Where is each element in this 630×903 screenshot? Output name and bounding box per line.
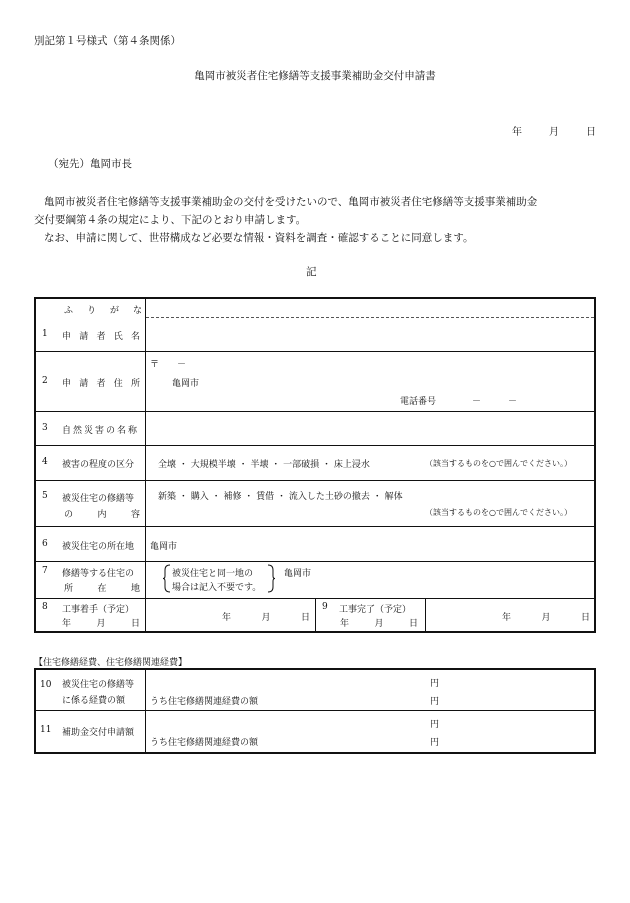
construction-start-date-field[interactable]: 年 月 日 — [222, 613, 310, 623]
repair-house-location-label-2: 所 在 地 — [64, 584, 140, 594]
disaster-name-label: 自然災害の名称 — [62, 426, 140, 436]
row-11-number: 11 — [40, 725, 52, 735]
body-line-2: 交付要綱第４条の規定により、下記のとおり申請します。 — [34, 214, 307, 226]
repair-content-label-2: の 内 容 — [64, 510, 140, 520]
row-7-number: 7 — [42, 566, 48, 576]
same-location-note: 被災住宅と同一地の 場合は記入不要です。 — [163, 563, 275, 594]
phone-number-field[interactable]: 電話番号 － － — [400, 397, 518, 407]
form-number: 別記第１号様式（第４条関係） — [34, 35, 181, 47]
repair-cost-field[interactable] — [300, 672, 425, 706]
furigana-field[interactable] — [148, 300, 592, 316]
cost-section-heading: 【住宅修繕経費、住宅修繕関連経費】 — [34, 658, 188, 668]
address-city: 亀岡市 — [172, 379, 200, 389]
body-line-3: なお、申請に関して、世帯構成など必要な情報・資料を調査・確認することに同意します。 — [44, 232, 474, 244]
repair-cost-label: 被災住宅の修繕等 — [62, 680, 135, 690]
row-10-number: 10 — [40, 680, 52, 690]
damage-level-label: 被害の程度の区分 — [62, 460, 135, 470]
ki-heading: 記 — [306, 266, 317, 278]
repair-related-cost-label: うち住宅修繕関連経費の額 — [150, 697, 259, 707]
repair-related-cost-unit: 円 — [430, 697, 440, 707]
page-title: 亀岡市被災者住宅修繕等支援事業補助金交付申請書 — [194, 70, 436, 82]
repair-content-options[interactable]: 新築 ・ 購入 ・ 補修 ・ 賃借 ・ 流入した土砂の撤去 ・ 解体 — [158, 492, 403, 502]
row-8-number: 8 — [42, 602, 48, 612]
date-line — [512, 123, 596, 138]
construction-end-label: 工事完了（予定） — [339, 605, 412, 615]
construction-start-label-2: 年 月 日 — [62, 619, 140, 629]
repair-cost-unit: 円 — [430, 679, 440, 689]
subsidy-amount-field[interactable] — [300, 713, 425, 750]
damaged-house-location-field[interactable]: 亀岡市 — [150, 542, 178, 552]
construction-end-label-2: 年 月 日 — [340, 619, 418, 629]
row-1-number: 1 — [42, 329, 48, 339]
applicant-address-label: 申 請 者 住 所 — [62, 379, 140, 389]
construction-start-label: 工事着手（予定） — [62, 605, 135, 615]
postal-code-field[interactable]: 〒 － — [150, 360, 187, 370]
damage-level-options[interactable]: 全壊 ・ 大規模半壊 ・ 半壊 ・ 一部破損 ・ 床上浸水 — [158, 460, 370, 470]
furigana-label: ふ り が な — [64, 306, 142, 316]
addressee: （宛先）亀岡市長 — [48, 158, 132, 170]
subsidy-amount-unit: 円 — [430, 720, 440, 730]
repair-content-note: （該当するものを○で囲んでください。） — [425, 508, 572, 517]
row-3-number: 3 — [42, 423, 48, 433]
date-month: 月 — [549, 127, 559, 138]
body-line-1: 亀岡市被災者住宅修繕等支援事業補助金の交付を受けたいので、亀岡市被災者住宅修繕等支援事業補助金 — [44, 196, 538, 208]
repair-house-location-label: 修繕等する住宅の — [62, 569, 135, 579]
date-year: 年 — [512, 127, 522, 138]
row-6-number: 6 — [42, 539, 48, 549]
disaster-name-field[interactable] — [148, 414, 592, 444]
repair-content-label: 被災住宅の修繕等 — [62, 494, 135, 504]
row-5-number: 5 — [42, 491, 48, 501]
date-day: 日 — [586, 127, 596, 138]
row-2-number: 2 — [42, 376, 48, 386]
applicant-name-field[interactable] — [148, 320, 592, 350]
damage-level-note: （該当するものを○で囲んでください。） — [425, 459, 572, 468]
subsidy-related-cost-unit: 円 — [430, 738, 440, 748]
subsidy-related-cost-label: うち住宅修繕関連経費の額 — [150, 738, 259, 748]
row-9-number: 9 — [322, 602, 328, 612]
construction-end-date-field[interactable]: 年 月 日 — [502, 613, 590, 623]
repair-house-location-field[interactable]: 亀岡市 — [284, 569, 312, 579]
repair-cost-label-2: に係る経費の額 — [62, 696, 126, 706]
damaged-house-location-label: 被災住宅の所在地 — [62, 542, 135, 552]
row-4-number: 4 — [42, 457, 48, 467]
subsidy-amount-label: 補助金交付申請額 — [62, 728, 135, 738]
applicant-name-label: 申 請 者 氏 名 — [62, 332, 140, 342]
